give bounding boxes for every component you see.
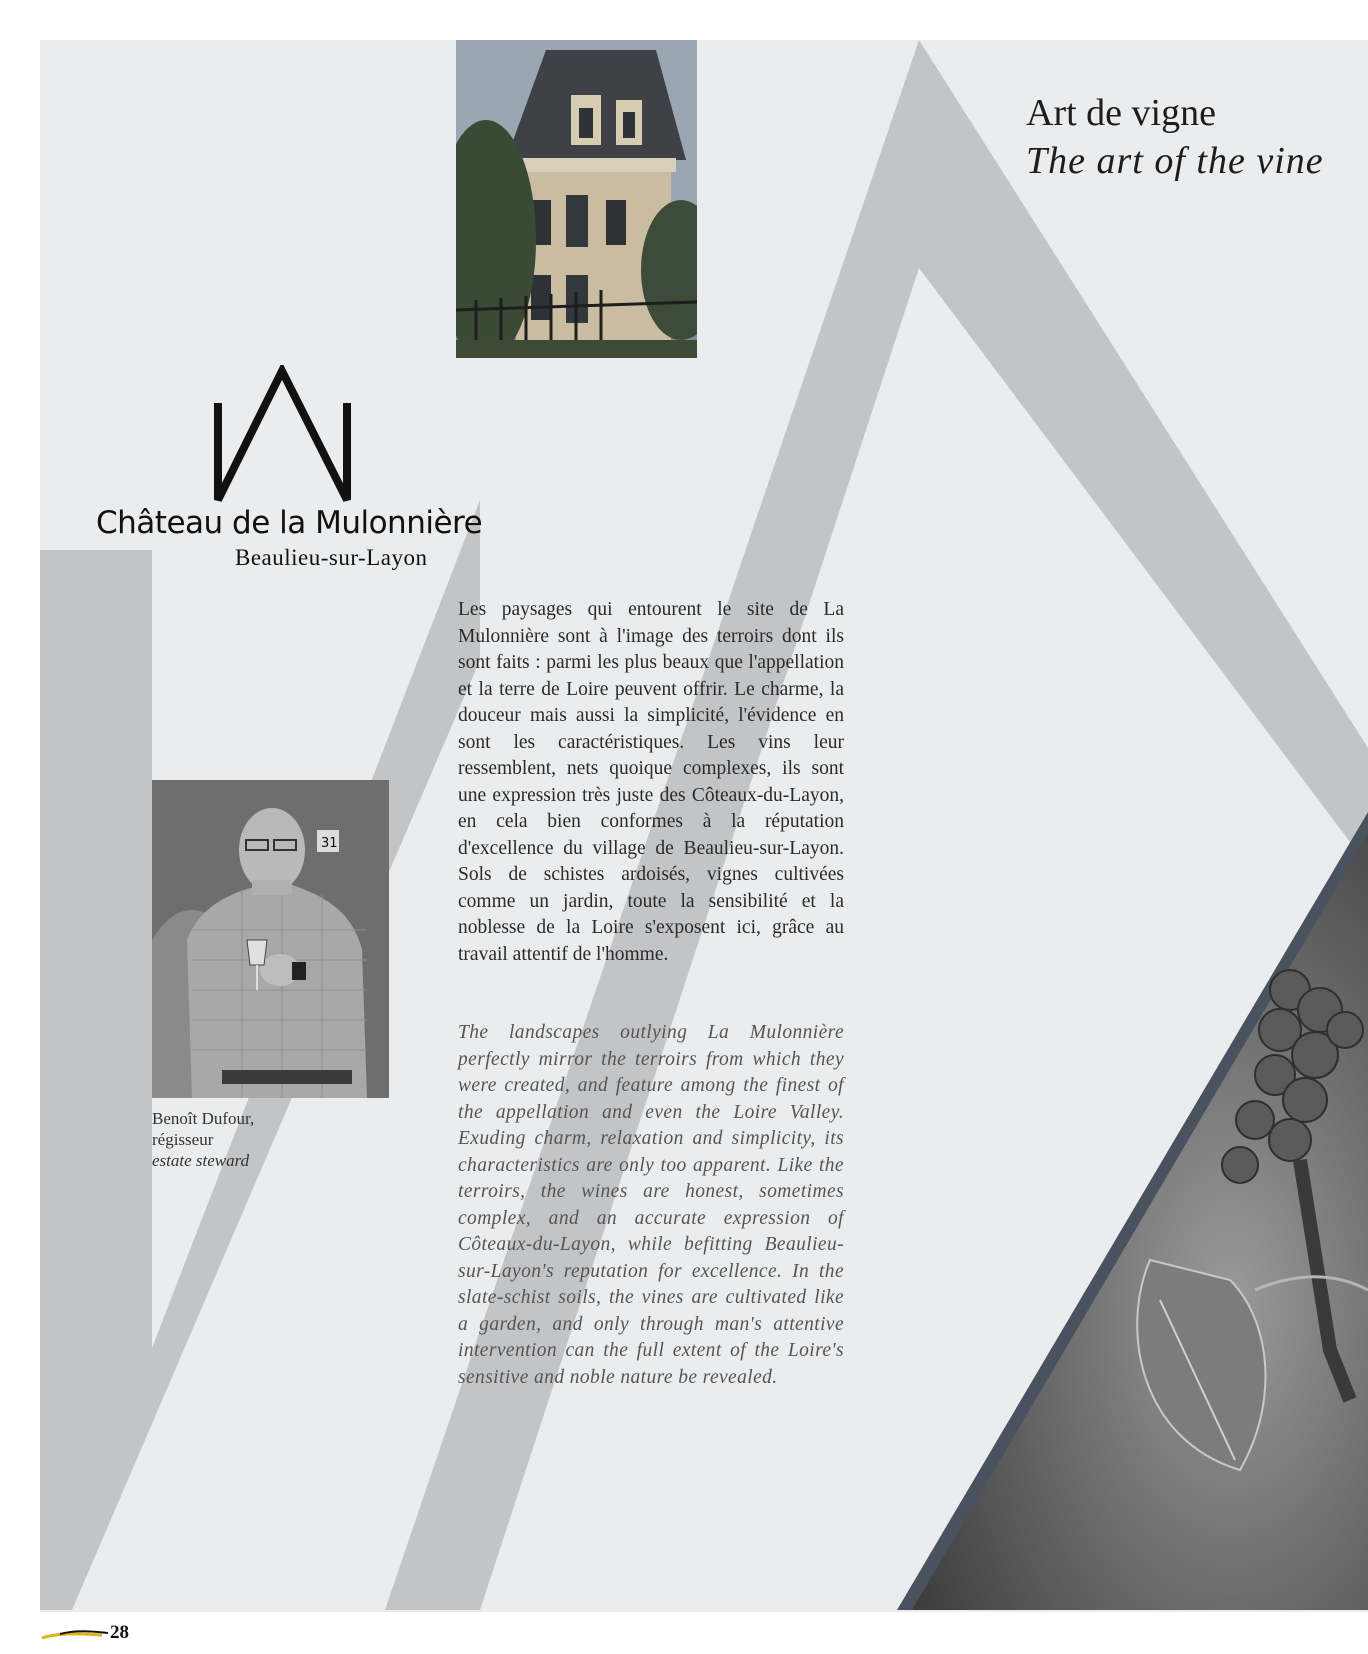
logo-place: Beaulieu-sur-Layon: [235, 545, 428, 570]
barrel-number: 31: [321, 836, 338, 851]
photo-caption: [152, 1108, 254, 1171]
brush-stroke-icon: [40, 1624, 110, 1644]
chateau-photo: [456, 40, 697, 358]
page-number: 28: [110, 1622, 129, 1643]
body-text-french: Les paysages qui entourent le site de La Mulonnière sont à l'image des terroirs dont ils sont faits : parmi les plus beaux que l'appellation et la terre de Loire peuvent offrir. Le charme, la douceur mais aussi la simplicité, l'évidence en sont les caractéristiques. Les vins leur ressemblent, nets quoique complexes, ils sont une expression très juste des Côteaux-du-Layon, en cela bien conformes à la réputation d'excellence du village de Beaulieu-sur-Layon. Sols de schistes ardoisés, vignes cultivées comme un jardin, toute la sensibilité et la noblesse de la Loire s'exposent ici, grâce au travail attentif de l'homme.: [458, 599, 844, 965]
title-english: The art of the vine: [1026, 139, 1324, 182]
body-text-english: The landscapes outlying La Mulonnière perfectly mirror the terroirs from which they were created, and feature among the finest of the appellation and even the Loire Valley. Exuding charm, relaxation and simplicity, its characteristics are only too apparent. Like the terroirs, the wines are honest, sometimes complex, and an accurate expression of Côteaux-du-Layon, while befitting Beaulieu-sur-Layon's reputation for excellence. In the slate-schist soils, the vines are cultivated like a garden, and only through man's attentive intervention can the full extent of the Loire's sensitive and noble nature be revealed.: [458, 1022, 844, 1388]
footer: [40, 1622, 129, 1648]
title-french: Art de vigne: [1026, 92, 1216, 134]
caption-role-english: estate steward: [152, 1151, 250, 1170]
caption-role-french: régisseur: [152, 1130, 214, 1149]
logo-name: Château de la Mulonnière: [96, 505, 483, 541]
logo-mark-icon: [212, 365, 357, 503]
person-photo: [152, 780, 389, 1098]
caption-name: Benoît Dufour,: [152, 1109, 255, 1128]
page-title: [1026, 90, 1366, 185]
